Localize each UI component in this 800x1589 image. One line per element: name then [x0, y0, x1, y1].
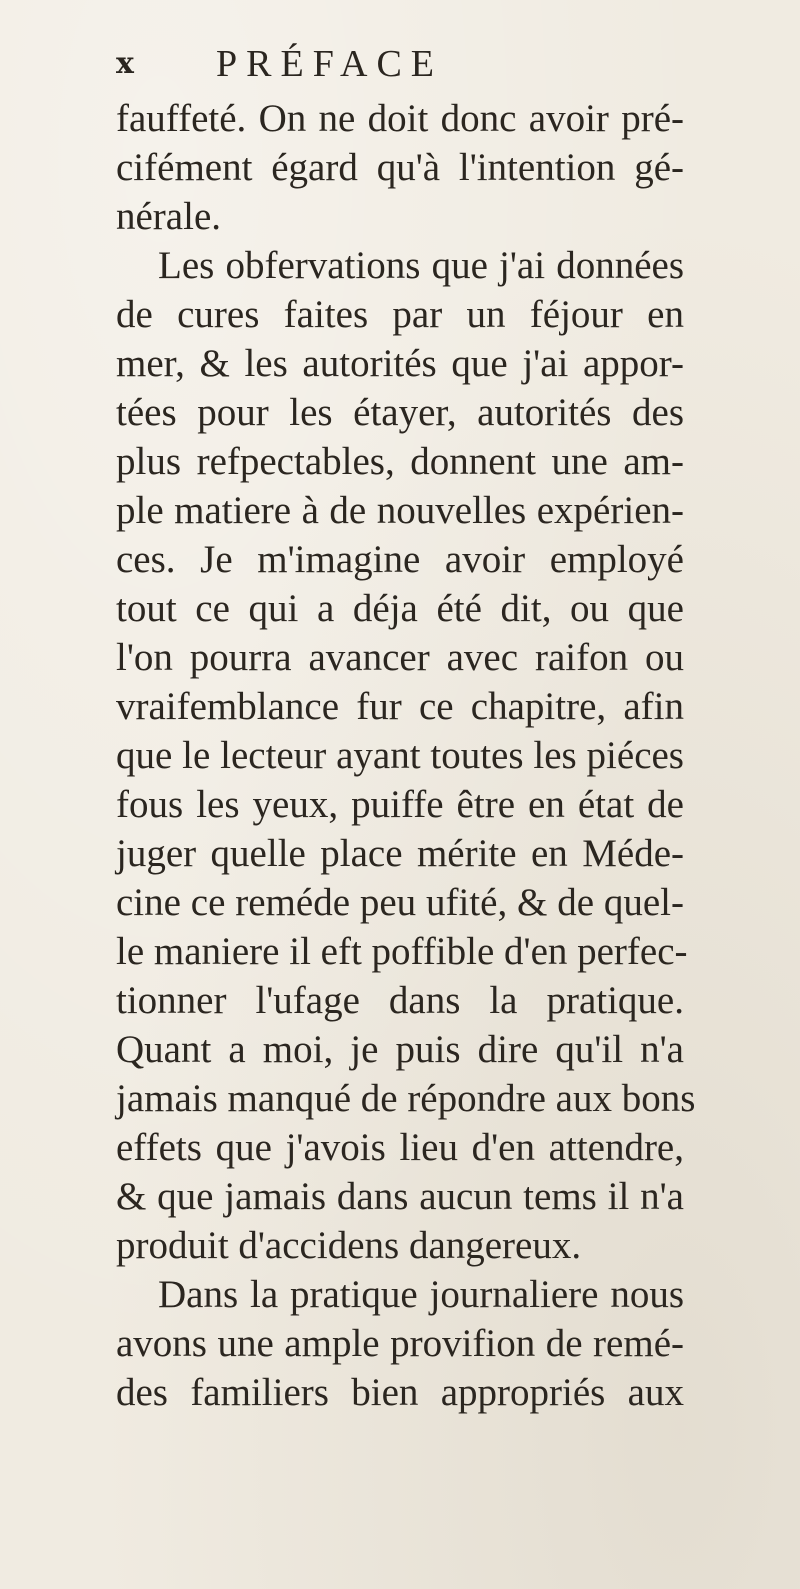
text-line: ple matiere à de nouvelles expérien-: [116, 489, 684, 532]
text-line: tées pour les étayer, autorités des: [116, 391, 684, 434]
text-line: produit d'accidens dangereux.: [116, 1224, 582, 1267]
text-line: tout ce qui a déja été dit, ou que: [116, 587, 684, 630]
text-line: effets que j'avois lieu d'en attendre,: [116, 1126, 684, 1169]
text-line: cine ce reméde peu ufité, & de quel-: [116, 881, 684, 924]
text-line: plus refpectables, donnent une am-: [116, 440, 684, 483]
text-line: & que jamais dans aucun tems il n'a: [116, 1175, 684, 1218]
body-text: [116, 94, 696, 1417]
text-line: l'on pourra avancer avec raifon ou: [116, 636, 684, 679]
page-number: x: [116, 46, 136, 81]
text-line: Les obfervations que j'ai données: [158, 244, 684, 287]
text-line: des familiers bien appropriés aux: [116, 1371, 684, 1414]
text-line: fous les yeux, puiffe être en état de: [116, 783, 684, 826]
text-line: le maniere il eft poffible d'en perfec-: [116, 930, 688, 973]
text-line: juger quelle place mérite en Méde-: [116, 832, 684, 875]
text-line: fauffeté. On ne doit donc avoir pré-: [116, 97, 684, 140]
page-header: [116, 42, 676, 88]
text-line: cifément égard qu'à l'intention gé-: [116, 146, 684, 189]
text-line: Quant a moi, je puis dire qu'il n'a: [116, 1028, 684, 1071]
text-line: ces. Je m'imagine avoir employé: [116, 538, 684, 581]
text-line: jamais manqué de répondre aux bons: [116, 1077, 696, 1120]
text-line: nérale.: [116, 195, 222, 238]
text-line: que le lecteur ayant toutes les piéces: [116, 734, 684, 777]
text-line: mer, & les autorités que j'ai appor-: [116, 342, 684, 385]
text-line: tionner l'ufage dans la pratique.: [116, 979, 684, 1022]
text-line: Dans la pratique journaliere nous: [158, 1273, 684, 1316]
running-title: PRÉFACE: [216, 43, 444, 85]
text-line: de cures faites par un féjour en: [116, 293, 684, 336]
text-line: vraifemblance fur ce chapitre, afin: [116, 685, 684, 728]
text-line: avons une ample provifion de remé-: [116, 1322, 684, 1365]
